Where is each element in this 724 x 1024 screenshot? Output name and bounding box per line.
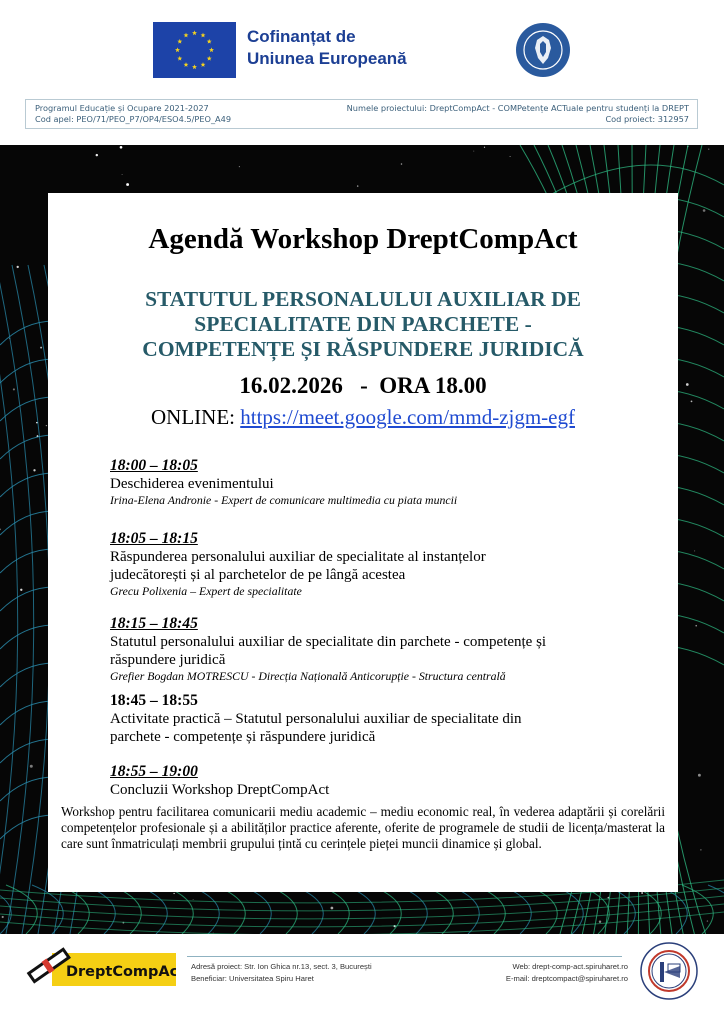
- agenda-title: Agendă Workshop DreptCompAct: [148, 223, 578, 255]
- slot-description: răspundere juridică: [110, 652, 226, 668]
- slot-speaker: Grefier Bogdan MOTRESCU - Direcția Națională Anticorupție - Structura centrală: [110, 669, 506, 683]
- eu-star-icon: [192, 30, 197, 35]
- star-dot: [703, 209, 706, 212]
- star-dot: [96, 154, 98, 156]
- star-dot: [33, 469, 35, 471]
- eu-star-icon: [184, 62, 189, 67]
- star-dot: [331, 907, 334, 910]
- mesh-line: [0, 904, 724, 927]
- star-dot: [686, 383, 689, 386]
- university-seal-icon: [640, 942, 698, 1000]
- diploma-scroll-icon: [26, 944, 176, 988]
- mesh-line: [708, 885, 724, 934]
- slot-description: Deschiderea evenimentului: [110, 476, 274, 492]
- star-dot: [357, 185, 358, 186]
- eu-title-line2: Uniunea Europeană: [247, 49, 407, 68]
- star-dot: [510, 156, 511, 157]
- government-coat-of-arms-icon: [515, 22, 571, 78]
- slot-description: parchete - competențe și răspundere juridică: [110, 729, 376, 745]
- schedule-item: [110, 692, 522, 746]
- eu-stars-icon: [153, 22, 236, 78]
- slot-description: judecătorești și al parchetelor de pe lângă acestea: [110, 567, 406, 583]
- slot-time: 18:55 – 19:00: [110, 763, 198, 780]
- star-dot: [641, 892, 643, 894]
- eu-cofinanced-title: [247, 26, 407, 70]
- star-dot: [473, 151, 474, 152]
- footer-contact-right: [506, 961, 628, 985]
- logo-text: DreptCompAct: [66, 964, 176, 980]
- star-dot: [484, 147, 485, 148]
- eu-flag-logo: [153, 22, 236, 78]
- star-dot: [13, 388, 15, 390]
- eu-star-icon: [201, 62, 206, 67]
- workshop-subtitle: [48, 287, 678, 362]
- eu-title-line1: Cofinanțat de: [247, 27, 356, 46]
- star-dot: [2, 916, 4, 918]
- star-dot: [700, 849, 701, 850]
- spiru-haret-university-seal: [640, 942, 698, 1000]
- star-dot: [173, 893, 174, 894]
- meeting-link[interactable]: https://meet.google.com/mmd-zjgm-egf: [240, 405, 575, 429]
- slot-description: Concluzii Workshop DreptCompAct: [110, 782, 330, 798]
- eu-star-icon: [177, 56, 182, 61]
- slot-description: Statutul personalului auxiliar de specialitate din parchete - competențe și: [110, 634, 547, 650]
- slot-time: 18:00 – 18:05: [110, 457, 198, 474]
- schedule-item: [110, 763, 329, 799]
- project-code: Cod proiect: 312957: [605, 114, 689, 124]
- call-code: Cod apel: PEO/71/PEO_P7/OP4/ESO4.5/PEO_A49: [35, 114, 232, 124]
- slot-time: 18:45 – 18:55: [110, 692, 198, 709]
- star-dot: [698, 774, 701, 777]
- star-dot: [40, 347, 42, 349]
- slot-time: 18:05 – 18:15: [110, 530, 198, 547]
- program-info-box: [25, 99, 698, 129]
- mesh-line: [0, 885, 11, 934]
- star-dot: [30, 765, 33, 768]
- slot-time: 18:15 – 18:45: [110, 615, 198, 632]
- star-dot: [401, 163, 403, 165]
- star-dot: [695, 625, 697, 627]
- program-name: Programul Educație și Ocupare 2021-2027: [35, 103, 209, 113]
- star-dot: [46, 425, 47, 426]
- subtitle-line: COMPETENȚE ȘI RĂSPUNDERE JURIDICĂ: [142, 337, 584, 361]
- mesh-line: [0, 912, 724, 934]
- schedule-item: [110, 530, 486, 599]
- eu-star-icon: [201, 33, 206, 38]
- email[interactable]: E-mail: dreptcompact@spiruharet.ro: [505, 974, 628, 983]
- mesh-line: [0, 265, 18, 934]
- star-dot: [239, 166, 240, 167]
- eu-star-icon: [184, 33, 189, 38]
- star-dot: [694, 550, 695, 551]
- project-address: Adresă proiect: Str. Ion Ghica nr.13, sect. 3, București: [191, 962, 372, 971]
- eu-star-icon: [209, 47, 214, 52]
- star-dot: [608, 897, 610, 899]
- slot-description: Activitate practică – Statutul personalului auxiliar de specialitate din: [110, 711, 522, 727]
- subtitle-line: SPECIALITATE DIN PARCHETE -: [194, 312, 532, 336]
- online-label: ONLINE:: [151, 405, 241, 429]
- star-dot: [707, 920, 708, 921]
- star-dot: [599, 920, 601, 922]
- star-dot: [708, 149, 709, 150]
- schedule-item: [110, 615, 546, 684]
- star-dot: [193, 899, 194, 900]
- project-name: Numele proiectului: DreptCompAct - COMPetențe ACTuale pentru studenți la DREPT: [346, 103, 689, 113]
- footer-divider: [187, 956, 622, 957]
- eu-star-icon: [207, 39, 212, 44]
- eu-star-icon: [177, 39, 182, 44]
- star-dot: [20, 589, 22, 591]
- workshop-description: Workshop pentru facilitarea comunicarii mediu academic – mediu economic real, în vederea adaptării și corelării competențelor profesionale și a abilităților practice aferente, oferite de programele de studii de licența/masterat la care sunt înmatriculați membrii grupului țintă cu cerințele pieței muncii dinamice și global.: [61, 804, 665, 851]
- eu-star-icon: [175, 47, 180, 52]
- star-dot: [17, 266, 19, 268]
- event-date-time: 16.02.2026 - ORA 18.00: [239, 373, 487, 398]
- star-dot: [122, 174, 123, 175]
- subtitle-line: STATUTUL PERSONALULUI AUXILIAR DE: [145, 287, 581, 311]
- schedule-item: [110, 457, 457, 508]
- agenda-panel: [48, 193, 678, 892]
- romanian-government-seal: [515, 22, 571, 78]
- online-meeting-line: [48, 405, 678, 430]
- slot-description: Răspunderea personalului auxiliar de specialitate al instanțelor: [110, 549, 486, 565]
- star-dot: [126, 183, 129, 186]
- star-dot: [120, 146, 123, 149]
- eu-star-icon: [207, 56, 212, 61]
- eu-star-icon: [192, 64, 197, 69]
- beneficiary: Beneficiar: Universitatea Spiru Haret: [191, 974, 314, 983]
- dreptcompact-logo: [26, 944, 176, 988]
- website[interactable]: Web: drept-comp-act.spiruharet.ro: [512, 962, 628, 971]
- star-dot: [0, 529, 1, 531]
- slot-speaker: Irina-Elena Andronie - Expert de comunicare multimedia cu piata muncii: [110, 493, 458, 507]
- star-dot: [691, 401, 693, 403]
- slot-speaker: Grecu Polixenia – Expert de specialitate: [110, 584, 302, 598]
- footer-contact-left: [191, 961, 372, 985]
